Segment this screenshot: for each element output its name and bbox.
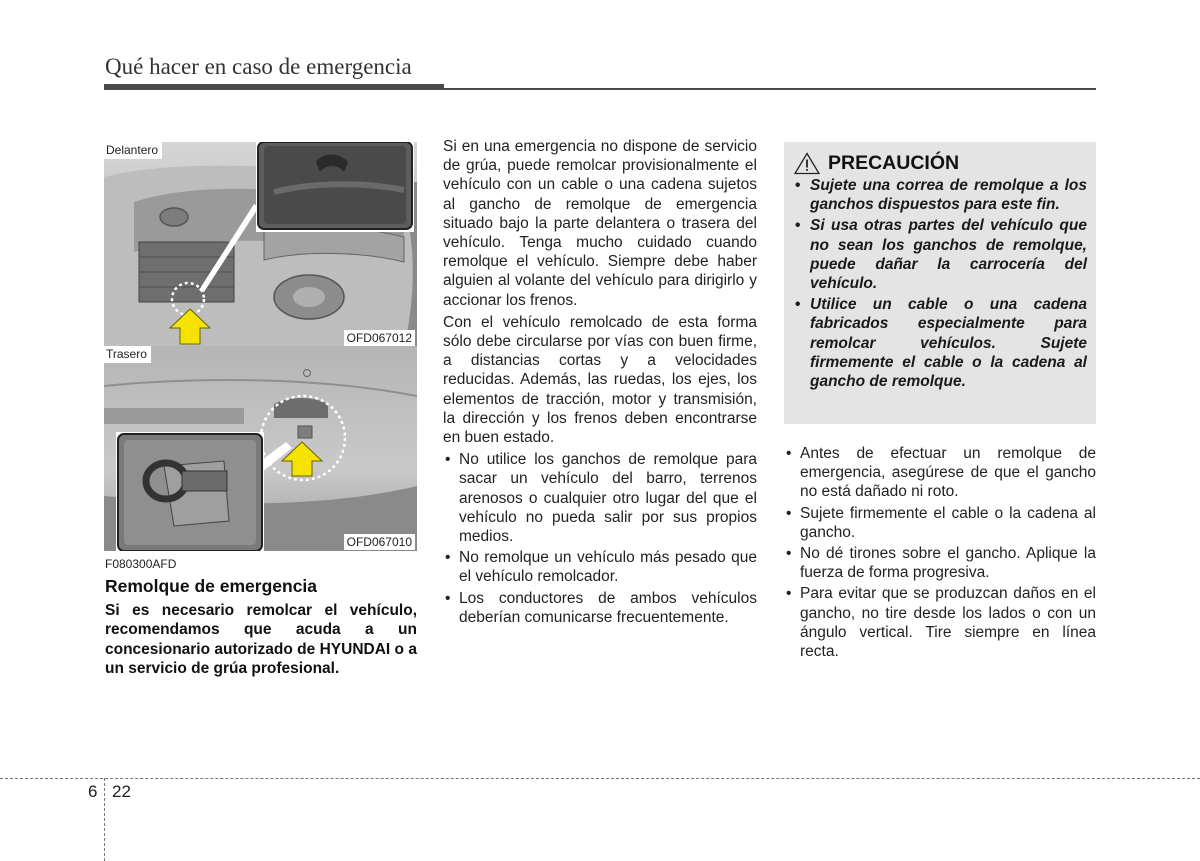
footer-vertical-rule — [104, 778, 105, 861]
caution-item: • Si usa otras partes del vehículo que no sean los ganchos de remolque, puede dañar la carrocería del vehículo. — [794, 216, 1087, 293]
section-heading: Remolque de emergencia — [105, 576, 318, 596]
front-car-illustration — [104, 142, 417, 347]
page-number: 22 — [112, 782, 131, 801]
figure-label-rear: Trasero — [104, 346, 151, 363]
right-bullet-list — [784, 444, 1096, 661]
right-column — [784, 444, 1096, 663]
list-item: • Antes de efectuar un remolque de emergencia, asegúrese de que el gancho no está dañado ni roto. — [784, 444, 1096, 502]
front-tow-hook-figure — [104, 142, 417, 347]
figure-code-front: OFD067012 — [344, 330, 415, 346]
warning-triangle-icon — [794, 152, 820, 175]
rear-car-illustration — [104, 346, 417, 551]
list-item: • Sujete firmemente el cable o la cadena al gancho. — [784, 504, 1096, 542]
middle-bullet-list — [443, 450, 757, 627]
header-rule-thin — [444, 88, 1096, 90]
header-rule-thick — [104, 84, 444, 90]
figure-code-rear: OFD067010 — [344, 534, 415, 550]
list-item: • No remolque un vehículo más pesado que el vehículo remolcador. — [443, 548, 757, 586]
list-item: • Los conductores de ambos vehículos deberían comunicarse frecuentemente. — [443, 589, 757, 627]
paragraph: Si en una emergencia no dispone de servicio de grúa, puede remolcar provisionalmente el vehículo con un cable o una cadena sujetos al gancho de remolque de emergencia situado bajo la parte delantera o trasera del vehículo. Tenga mucho cuidado cuando remolque el vehículo. Siempre debe haber alguien al volante del vehículo para dirigirlo y accionar los frenos. — [443, 138, 757, 309]
caution-item: • Utilice un cable o una cadena fabricados especialmente para remolcar vehículos. Sujete firmemente el cable o la cadena al gancho de remolque. — [794, 295, 1087, 391]
figure-caption-code: F080300AFD — [105, 557, 177, 571]
figure-label-front: Delantero — [104, 142, 162, 159]
page-header-title: Qué hacer en caso de emergencia — [105, 54, 412, 79]
caution-list — [794, 176, 1087, 391]
list-item: • Para evitar que se produzcan daños en el gancho, no tire desde los lados o con un ángulo vertical. Tire siempre en línea recta. — [784, 584, 1096, 661]
list-item: • No utilice los ganchos de remolque para sacar un vehículo del barro, terrenos arenosos o cualquier otro lugar del que el vehículo no pueda salir por sus propios medios. — [443, 450, 757, 546]
list-item: • No dé tirones sobre el gancho. Aplique la fuerza de forma progresiva. — [784, 544, 1096, 582]
rear-tow-hook-figure — [104, 346, 417, 551]
chapter-number: 6 — [88, 782, 98, 801]
caution-header — [794, 152, 1087, 175]
caution-box — [784, 142, 1096, 424]
footer-rule — [0, 778, 1200, 779]
section-intro: Si es necesario remolcar el vehículo, recomendamos que acuda a un concesionario autorizado de HYUNDAI o a un servicio de grúa profesional. — [105, 602, 417, 678]
caution-item: • Sujete una correa de remolque a los ganchos dispuestos para este fin. — [794, 176, 1087, 214]
paragraph: Con el vehículo remolcado de esta forma sólo debe circularse por vías con buen firme, a distancias cortas y a velocidades reducidas. Además, las ruedas, los ejes, los elementos de tracción, motor y transmisión, la dirección y los frenos deben encontrarse en buen estado. — [443, 313, 757, 447]
middle-column — [443, 137, 757, 629]
caution-title: PRECAUCIÓN — [828, 152, 960, 174]
